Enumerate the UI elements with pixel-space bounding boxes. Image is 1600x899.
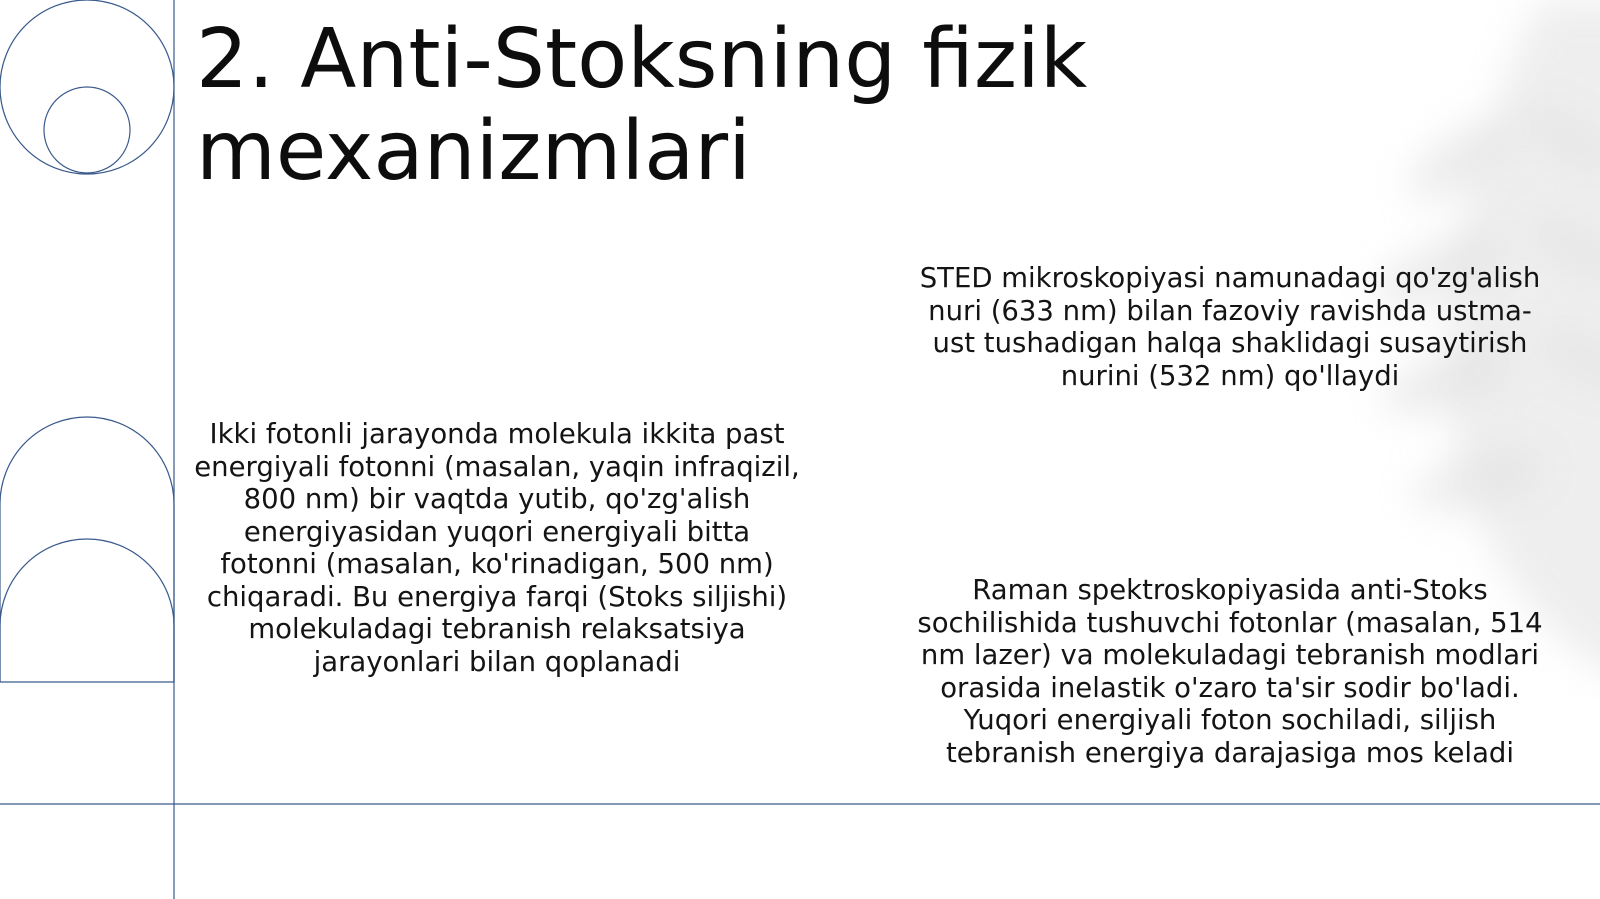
two-photon-paragraph: Ikki fotonli jarayonda molekula ikkita past energiyali fotonni (masalan, yaqin infraqizil, 800 nm) bir vaqtda yutib, qo'zg'alish energiyasidan yuqori energiyali bitta fotonni (masalan, ko'rinadigan, 500 nm) chiqaradi. Bu energiya farqi (Stoks siljishi) molekuladagi tebranish relaksatsiya jarayonlari bilan qoplanadi	[194, 418, 800, 678]
slide-title: 2. Anti-Stoksning fizik mexanizmlari	[196, 12, 1088, 199]
upper-arch-shape	[0, 417, 174, 682]
small-circle-shape	[44, 87, 130, 173]
lower-arch-shape	[0, 539, 174, 682]
sted-paragraph: STED mikroskopiyasi namunadagi qo'zg'alish nuri (633 nm) bilan fazoviy ravishda ustma-ust tushadigan halqa shaklidagi susaytirish nurini (532 nm) qo'llaydi	[919, 262, 1541, 392]
large-circle-shape	[0, 0, 174, 174]
raman-paragraph: Raman spektroskopiyasida anti-Stoks sochilishida tushuvchi fotonlar (masalan, 514 nm lazer) va molekuladagi tebranish modlari orasida inelastik o'zaro ta'sir sodir bo'ladi. Yuqori energiyali foton sochiladi, siljish tebranish energiya darajasiga mos keladi	[917, 574, 1543, 769]
